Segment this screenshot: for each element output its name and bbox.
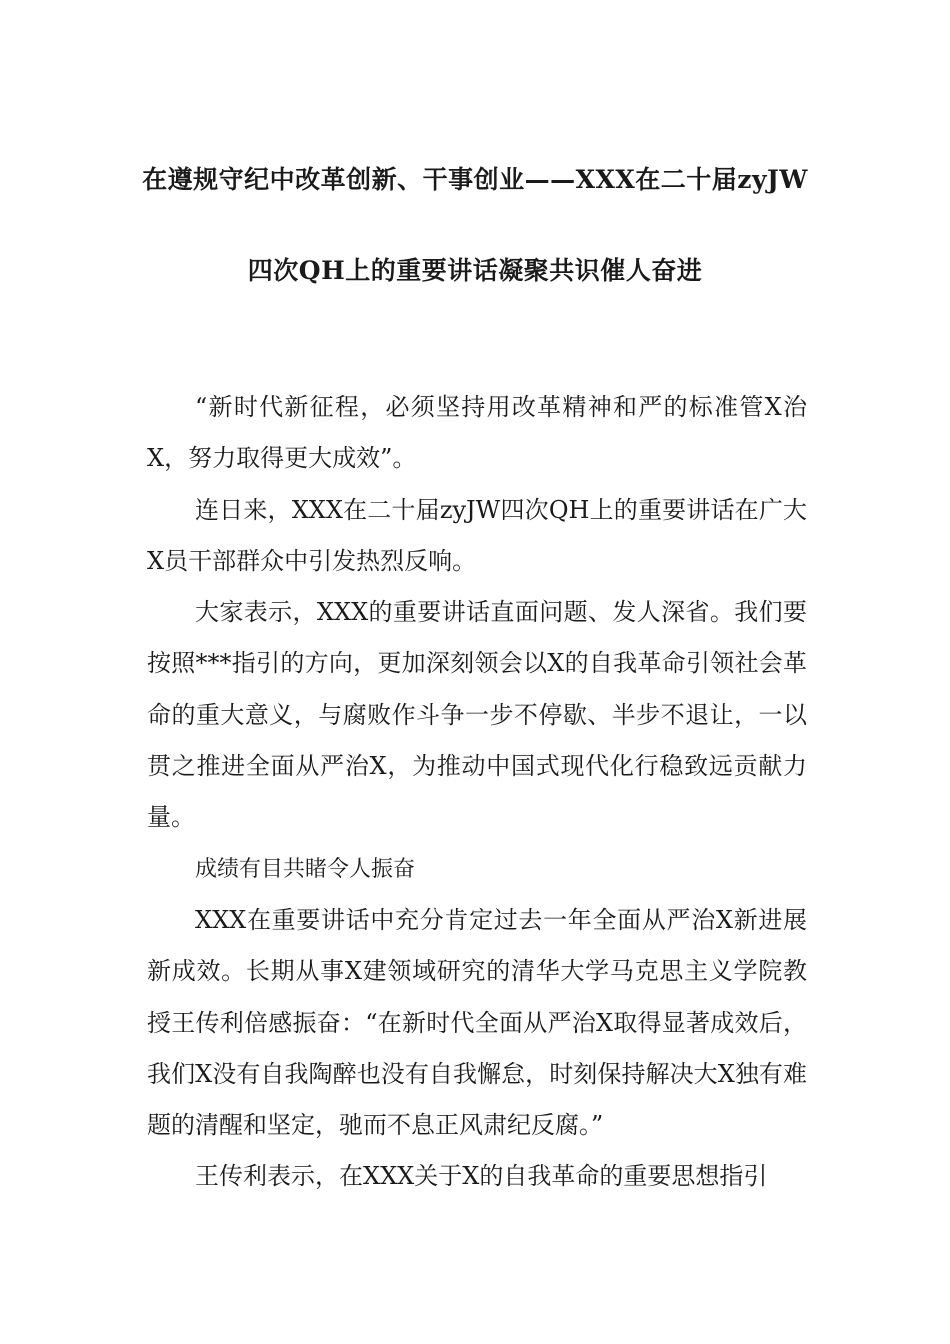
document-title-line-2: 四次QH上的重要讲话凝聚共识催人奋进 xyxy=(247,256,703,285)
document-title-line-1: 在遵规守纪中改革创新、干事创业——XXX在二十届zyJW xyxy=(142,165,808,194)
paragraph-achievements: XXX在重要讲话中充分肯定过去一年全面从严治X新进展新成效。长期从事X建领域研究的清华大学马克思主义学院教授王传利倍感振奋：“在新时代全面从严治X取得显著成效后，我们X没有自我陶醉也没有自我懈怠，时刻保持解决大X独有难题的清醒和坚定，驰而不息正风肃纪反腐。” xyxy=(147,905,807,1140)
section-subheading: 成绩有目共睹令人振奋 xyxy=(195,856,416,882)
paragraph-quote: “新时代新征程，必须坚持用改革精神和严的标准管X治X，努力取得更大成效”。 xyxy=(147,393,807,473)
paragraph-continuation: 王传利表示，在XXX关于X的自我革命的重要思想指引 xyxy=(195,1162,768,1191)
document-body xyxy=(147,382,807,1203)
paragraph-statement: 大家表示，XXX的重要讲话直面问题、发人深省。我们要按照***指引的方向，更加深刻领会以X的自我革命引领社会革命的重大意义，与腐败作斗争一步不停歇、半步不退让，一以贯之推进全面从严治X，为推动中国式现代化行稳致远贡献力量。 xyxy=(147,598,807,832)
paragraph-intro: 连日来，XXX在二十届zyJW四次QH上的重要讲话在广大X员干部群众中引发热烈反响。 xyxy=(147,495,807,575)
